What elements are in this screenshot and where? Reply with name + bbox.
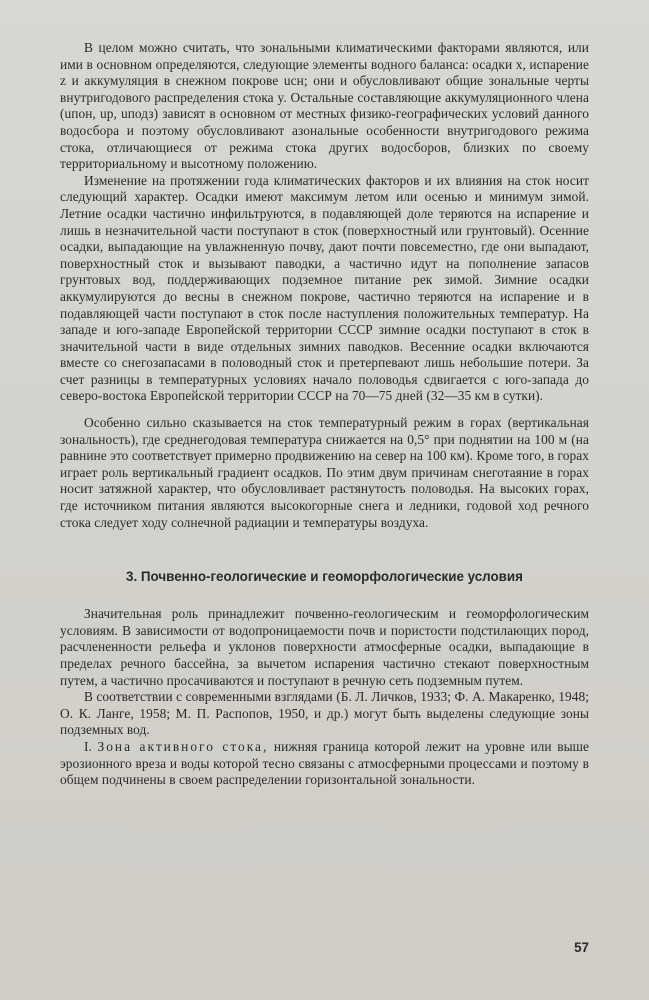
paragraph-active-zone xyxy=(60,739,589,789)
paragraph-underground-zones: В соответствии с современными взглядами (Б. Л. Личков, 1933; Ф. А. Макаренко, 1948; О. К. Ланге, 1958; М. П. Распопов, 1950, и др.) могут быть выделены следующие зоны подземных вод. xyxy=(60,689,589,738)
zone-number: I. xyxy=(84,738,92,754)
zone-text: нижняя граница которой лежит на уровне или выше эрозионного вреза и воды которой тесно связаны с атмосферными процессами и поэтому в общем подчинены в своем распределении горизонтальной зональности. xyxy=(60,738,589,788)
zone-term: Зона активного стока, xyxy=(97,738,269,754)
paragraph-gap xyxy=(60,405,589,415)
paragraph-zonal-factors: В целом можно считать, что зональными климатическими факторами являются, или ими в основном определяются, следующие элементы водного баланса: осадки x, испарение z и аккумуляция в снежном покрове uсн; они и обусловливают общие зональные черты внутригодового распределения стока y. Остальные составляющие аккумуляционного члена (uпон, uр, uподз) зависят в основном от местных физико-географических условий данного водосбора и поэтому обусловливают азональные особенности внутригодового режима стока, отличающиеся от режима стока других водосборов, близких по своему территориальному и высотному положению. xyxy=(60,40,589,172)
section-title: 3. Почвенно-геологические и геоморфологические условия xyxy=(126,569,523,585)
page-number: 57 xyxy=(574,940,589,955)
paragraph-climate-changes: Изменение на протяжении года климатических факторов и их влияния на сток носит следующий характер. Осадки имеют максимум летом или осенью и минимум зимой. Летние осадки частично инфильтруются, в подавляющей доле теряются на испарение и лишь в незначительной части поступают в сток (поверхностный или грунтовый). Осенние осадки, выпадающие на увлажненную почву, дают почти повсеместно, где они выпадают, поверхностный сток и вызывают паводки, а частично идут на пополнение запасов грунтовых вод, поддерживающих подземное питание рек зимой. Зимние осадки аккумулируются до весны в снежном покрове, частично теряются на испарение и в подавляющей части поступают в сток после наступления положительных температур. На западе и юго-западе Европейской территории СССР зимние осадки поступают в сток в значительной части в виде отдельных зимних паводков. Весенние осадки включаются вместе со снегозапасами в половодный сток и претерпевают лишь небольшие потери. За счет разницы в температурных условиях начало половодья сдвигается с юго-запада до северо-востока Европейской территории СССР на 70—75 дней (32—35 км в сутки). xyxy=(60,172,589,404)
paragraph-soil-geology: Значительная роль принадлежит почвенно-геологическим и геоморфологическим условиям. В зависимости от водопроницаемости почв и пористости подстилающих пород, расчлененности рельефа и уклонов поверхности атмосферные осадки, выпадающие в пределах речного бассейна, за вычетом испарения частично стекают поверхностным путем, а частично просачиваются и поступают в речную сеть подземным путем. xyxy=(60,606,589,688)
paragraph-mountains: Особенно сильно сказывается на сток температурный режим в горах (вертикальная зональность), где среднегодовая температура снижается на 0,5° при поднятии на 100 м (на равнине это соответствует примерно продвижению на север на 100 км). Кроме того, в горах играет роль вертикальный градиент осадков. По этим двум причинам снеготаяние в горах носит затяжной характер, что обусловливает растянутость половодья. На высоких горах, где источником питания являются высокогорные снега и ледники, годовой ход речного стока следует ходу солнечной радиации и температуры воздуха. xyxy=(60,415,589,530)
